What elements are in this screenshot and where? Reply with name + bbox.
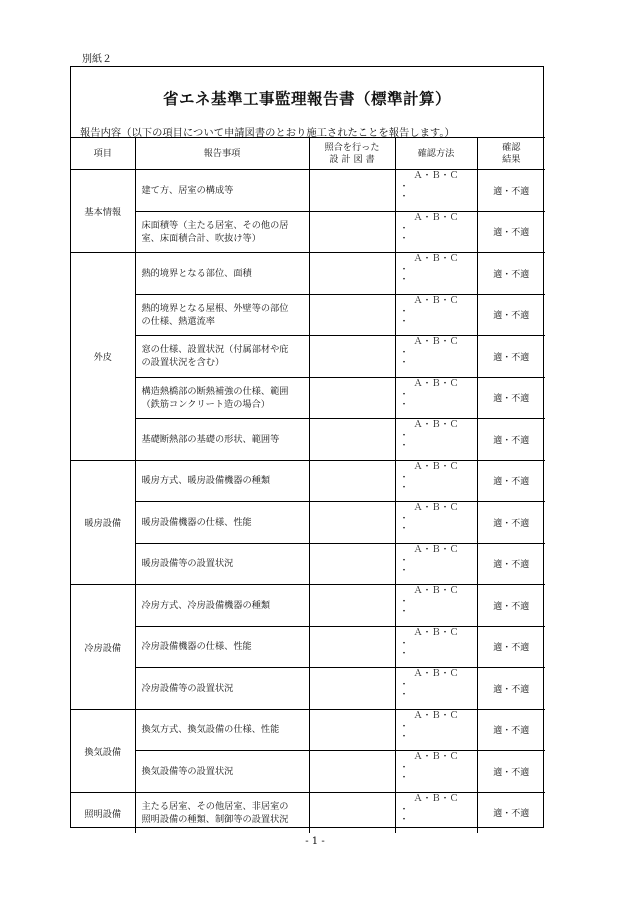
result-cell[interactable]: 適・不適 <box>477 585 545 627</box>
method-cell[interactable] <box>395 211 477 253</box>
method-bullet: ・ <box>399 441 409 451</box>
header-result-line1: 確認 <box>502 141 521 153</box>
table-row <box>71 377 545 419</box>
method-bullet: ・ <box>399 804 409 815</box>
report-item <box>135 253 309 295</box>
result-cell[interactable]: 適・不適 <box>477 502 545 544</box>
method-bullet: ・ <box>399 524 409 534</box>
report-item <box>135 377 309 419</box>
attachment-label: 別紙２ <box>82 54 112 65</box>
method-bullet: ・ <box>399 555 409 566</box>
method-options: Ａ・Ｂ・Ｃ <box>413 295 459 306</box>
report-item <box>135 419 309 461</box>
header-drawings-line2: 設 計 図 書 <box>329 153 375 165</box>
method-options: Ａ・Ｂ・Ｃ <box>413 503 459 513</box>
method-cell[interactable] <box>395 170 477 212</box>
method-bullet: ・ <box>399 638 409 649</box>
report-frame <box>70 66 544 828</box>
report-item-line: 室、床面積合計、吹抜け等） <box>141 232 261 244</box>
result-cell[interactable]: 適・不適 <box>477 377 545 419</box>
table-row <box>71 626 545 668</box>
method-bullet: ・ <box>399 690 409 700</box>
report-item-line: 建て方、居室の構成等 <box>141 184 234 196</box>
result-cell[interactable]: 適・不適 <box>477 419 545 461</box>
report-item <box>135 668 309 710</box>
method-options: Ａ・Ｂ・Ｃ <box>413 171 459 181</box>
report-item <box>135 336 309 378</box>
result-cell[interactable]: 適・不適 <box>477 792 545 833</box>
report-item-line: 照明設備の種類、制御等の設置状況 <box>141 813 289 825</box>
report-item <box>135 626 309 668</box>
report-item-line: 暖房設備機器の仕様、性能 <box>141 516 252 528</box>
table-row <box>71 170 545 212</box>
method-cell[interactable] <box>395 751 477 793</box>
report-item-line: の仕様、熱還流率 <box>141 315 215 327</box>
report-item-line: 冷房設備等の設置状況 <box>141 682 234 694</box>
table-row <box>71 543 545 585</box>
report-item-line: 基礎断熱部の基礎の形状、範囲等 <box>141 433 280 445</box>
method-cell[interactable] <box>395 419 477 461</box>
method-cell[interactable] <box>395 626 477 668</box>
category-label: 外皮 <box>71 253 135 461</box>
method-options: Ａ・Ｂ・Ｃ <box>413 378 459 389</box>
method-bullet: ・ <box>399 721 409 732</box>
result-cell[interactable]: 適・不適 <box>477 336 545 378</box>
method-bullet: ・ <box>399 192 409 202</box>
report-item <box>135 502 309 544</box>
method-bullet: ・ <box>399 773 409 783</box>
result-cell[interactable]: 適・不適 <box>477 170 545 212</box>
category-label: 暖房設備 <box>71 460 135 585</box>
header-drawings-line1: 照合を行った <box>324 141 380 153</box>
header-method: 確認方法 <box>395 138 477 170</box>
category-label: 換気設備 <box>71 709 135 792</box>
method-bullet: ・ <box>399 482 409 493</box>
drawings-cell[interactable] <box>309 668 395 710</box>
header-row <box>71 138 545 170</box>
report-item <box>135 170 309 212</box>
method-bullet: ・ <box>399 265 409 275</box>
drawings-cell[interactable] <box>309 253 395 295</box>
report-item <box>135 211 309 253</box>
table-row <box>71 294 545 336</box>
method-bullet: ・ <box>399 358 409 368</box>
result-cell[interactable]: 適・不適 <box>477 668 545 710</box>
method-bullet: ・ <box>399 399 409 410</box>
drawings-cell[interactable] <box>309 585 395 627</box>
result-cell[interactable]: 適・不適 <box>477 253 545 295</box>
report-item-line: 熱的境界となる部位、面積 <box>141 267 252 279</box>
method-bullet: ・ <box>399 389 409 400</box>
method-options: Ａ・Ｂ・Ｃ <box>413 752 459 762</box>
report-item-line: （鉄筋コンクリート造の場合） <box>141 398 270 410</box>
method-bullet: ・ <box>399 514 409 524</box>
method-bullet: ・ <box>399 306 409 317</box>
table-row <box>71 751 545 793</box>
result-cell[interactable]: 適・不適 <box>477 626 545 668</box>
method-options: Ａ・Ｂ・Ｃ <box>413 710 459 721</box>
method-options: Ａ・Ｂ・Ｃ <box>413 544 459 555</box>
table-row <box>71 502 545 544</box>
report-item <box>135 460 309 502</box>
drawings-cell[interactable] <box>309 502 395 544</box>
drawings-cell[interactable] <box>309 751 395 793</box>
result-cell[interactable]: 適・不適 <box>477 751 545 793</box>
method-cell[interactable] <box>395 668 477 710</box>
method-cell[interactable] <box>395 460 477 502</box>
table-row <box>71 460 545 502</box>
drawings-cell[interactable] <box>309 460 395 502</box>
table-row <box>71 585 545 627</box>
table-row <box>71 211 545 253</box>
method-options: Ａ・Ｂ・Ｃ <box>413 337 459 347</box>
method-options: Ａ・Ｂ・Ｃ <box>413 586 459 596</box>
drawings-cell[interactable] <box>309 211 395 253</box>
table-row <box>71 419 545 461</box>
result-cell[interactable]: 適・不適 <box>477 543 545 585</box>
page-number: - 1 - <box>305 836 325 847</box>
method-cell[interactable] <box>395 294 477 336</box>
method-cell[interactable] <box>395 792 477 833</box>
header-report-items: 報告事項 <box>135 138 309 170</box>
method-cell[interactable] <box>395 502 477 544</box>
report-item-line: 換気設備等の設置状況 <box>141 765 234 777</box>
report-item-line: 主たる居室、その他居室、非居室の <box>141 800 289 812</box>
method-options: Ａ・Ｂ・Ｃ <box>413 793 459 804</box>
report-item-line: 換気方式、換気設備の仕様、性能 <box>141 724 280 736</box>
method-bullet: ・ <box>399 814 409 825</box>
report-item-line: 窓の仕様、設置状況（付属部材や庇 <box>141 344 289 356</box>
method-cell[interactable] <box>395 336 477 378</box>
method-bullet: ・ <box>399 648 409 659</box>
result-cell[interactable]: 適・不適 <box>477 211 545 253</box>
method-cell[interactable] <box>395 585 477 627</box>
method-options: Ａ・Ｂ・Ｃ <box>413 669 459 679</box>
category-label: 照明設備 <box>71 792 135 833</box>
method-bullet: ・ <box>399 597 409 607</box>
header-item: 項目 <box>71 138 135 170</box>
report-item-line: の設置状況を含む） <box>141 357 225 369</box>
report-intro: 報告内容（以下の項目について申請図書のとおり施工されたことを報告します。） <box>80 127 455 139</box>
table-row <box>71 668 545 710</box>
report-item-line: 暖房設備等の設置状況 <box>141 558 234 570</box>
drawings-cell[interactable] <box>309 336 395 378</box>
table-row <box>71 336 545 378</box>
method-options: Ａ・Ｂ・Ｃ <box>413 627 459 638</box>
method-bullet: ・ <box>399 348 409 358</box>
method-bullet: ・ <box>399 316 409 327</box>
method-bullet: ・ <box>399 275 409 285</box>
method-bullet: ・ <box>399 182 409 192</box>
method-bullet: ・ <box>399 607 409 617</box>
report-item-line: 床面積等（主たる居室、その他の居 <box>141 219 289 231</box>
drawings-cell[interactable] <box>309 419 395 461</box>
method-cell[interactable] <box>395 253 477 295</box>
method-options: Ａ・Ｂ・Ｃ <box>413 461 459 472</box>
drawings-cell[interactable] <box>309 709 395 751</box>
document-title: 省エネ基準工事監理報告書（標準計算） <box>162 89 451 108</box>
method-bullet: ・ <box>399 763 409 773</box>
method-bullet: ・ <box>399 472 409 483</box>
report-table <box>71 137 545 833</box>
category-label: 冷房設備 <box>71 585 135 710</box>
drawings-cell[interactable] <box>309 294 395 336</box>
category-label: 基本情報 <box>71 170 135 253</box>
report-item-line: 熱的境界となる屋根、外壁等の部位 <box>141 302 289 314</box>
method-options: Ａ・Ｂ・Ｃ <box>413 420 459 430</box>
method-cell[interactable] <box>395 377 477 419</box>
result-cell[interactable]: 適・不適 <box>477 709 545 751</box>
method-bullet: ・ <box>399 431 409 441</box>
method-bullet: ・ <box>399 731 409 742</box>
report-item-line: 暖房方式、暖房設備機器の種類 <box>141 475 271 487</box>
table-row <box>71 253 545 295</box>
method-options: Ａ・Ｂ・Ｃ <box>413 212 459 223</box>
report-item <box>135 792 309 833</box>
report-item <box>135 585 309 627</box>
drawings-cell[interactable] <box>309 170 395 212</box>
method-options: Ａ・Ｂ・Ｃ <box>413 254 459 264</box>
method-bullet: ・ <box>399 233 409 244</box>
table-row <box>71 792 545 833</box>
report-item <box>135 709 309 751</box>
header-drawings <box>309 138 395 170</box>
report-item <box>135 751 309 793</box>
report-item-line: 冷房方式、冷房設備機器の種類 <box>141 599 271 611</box>
method-bullet: ・ <box>399 223 409 234</box>
report-item <box>135 294 309 336</box>
drawings-cell[interactable] <box>309 543 395 585</box>
method-cell[interactable] <box>395 709 477 751</box>
method-bullet: ・ <box>399 680 409 690</box>
report-item-line: 構造熱橋部の断熱補強の仕様、範囲 <box>141 385 289 397</box>
method-bullet: ・ <box>399 565 409 576</box>
report-item <box>135 543 309 585</box>
drawings-cell[interactable] <box>309 377 395 419</box>
drawings-cell[interactable] <box>309 626 395 668</box>
report-item-line: 冷房設備機器の仕様、性能 <box>141 641 252 653</box>
report-body <box>71 170 545 834</box>
drawings-cell[interactable] <box>309 792 395 833</box>
result-cell[interactable]: 適・不適 <box>477 294 545 336</box>
header-result <box>477 138 545 170</box>
method-cell[interactable] <box>395 543 477 585</box>
result-cell[interactable]: 適・不適 <box>477 460 545 502</box>
header-result-line2: 結果 <box>502 153 521 165</box>
table-row <box>71 709 545 751</box>
